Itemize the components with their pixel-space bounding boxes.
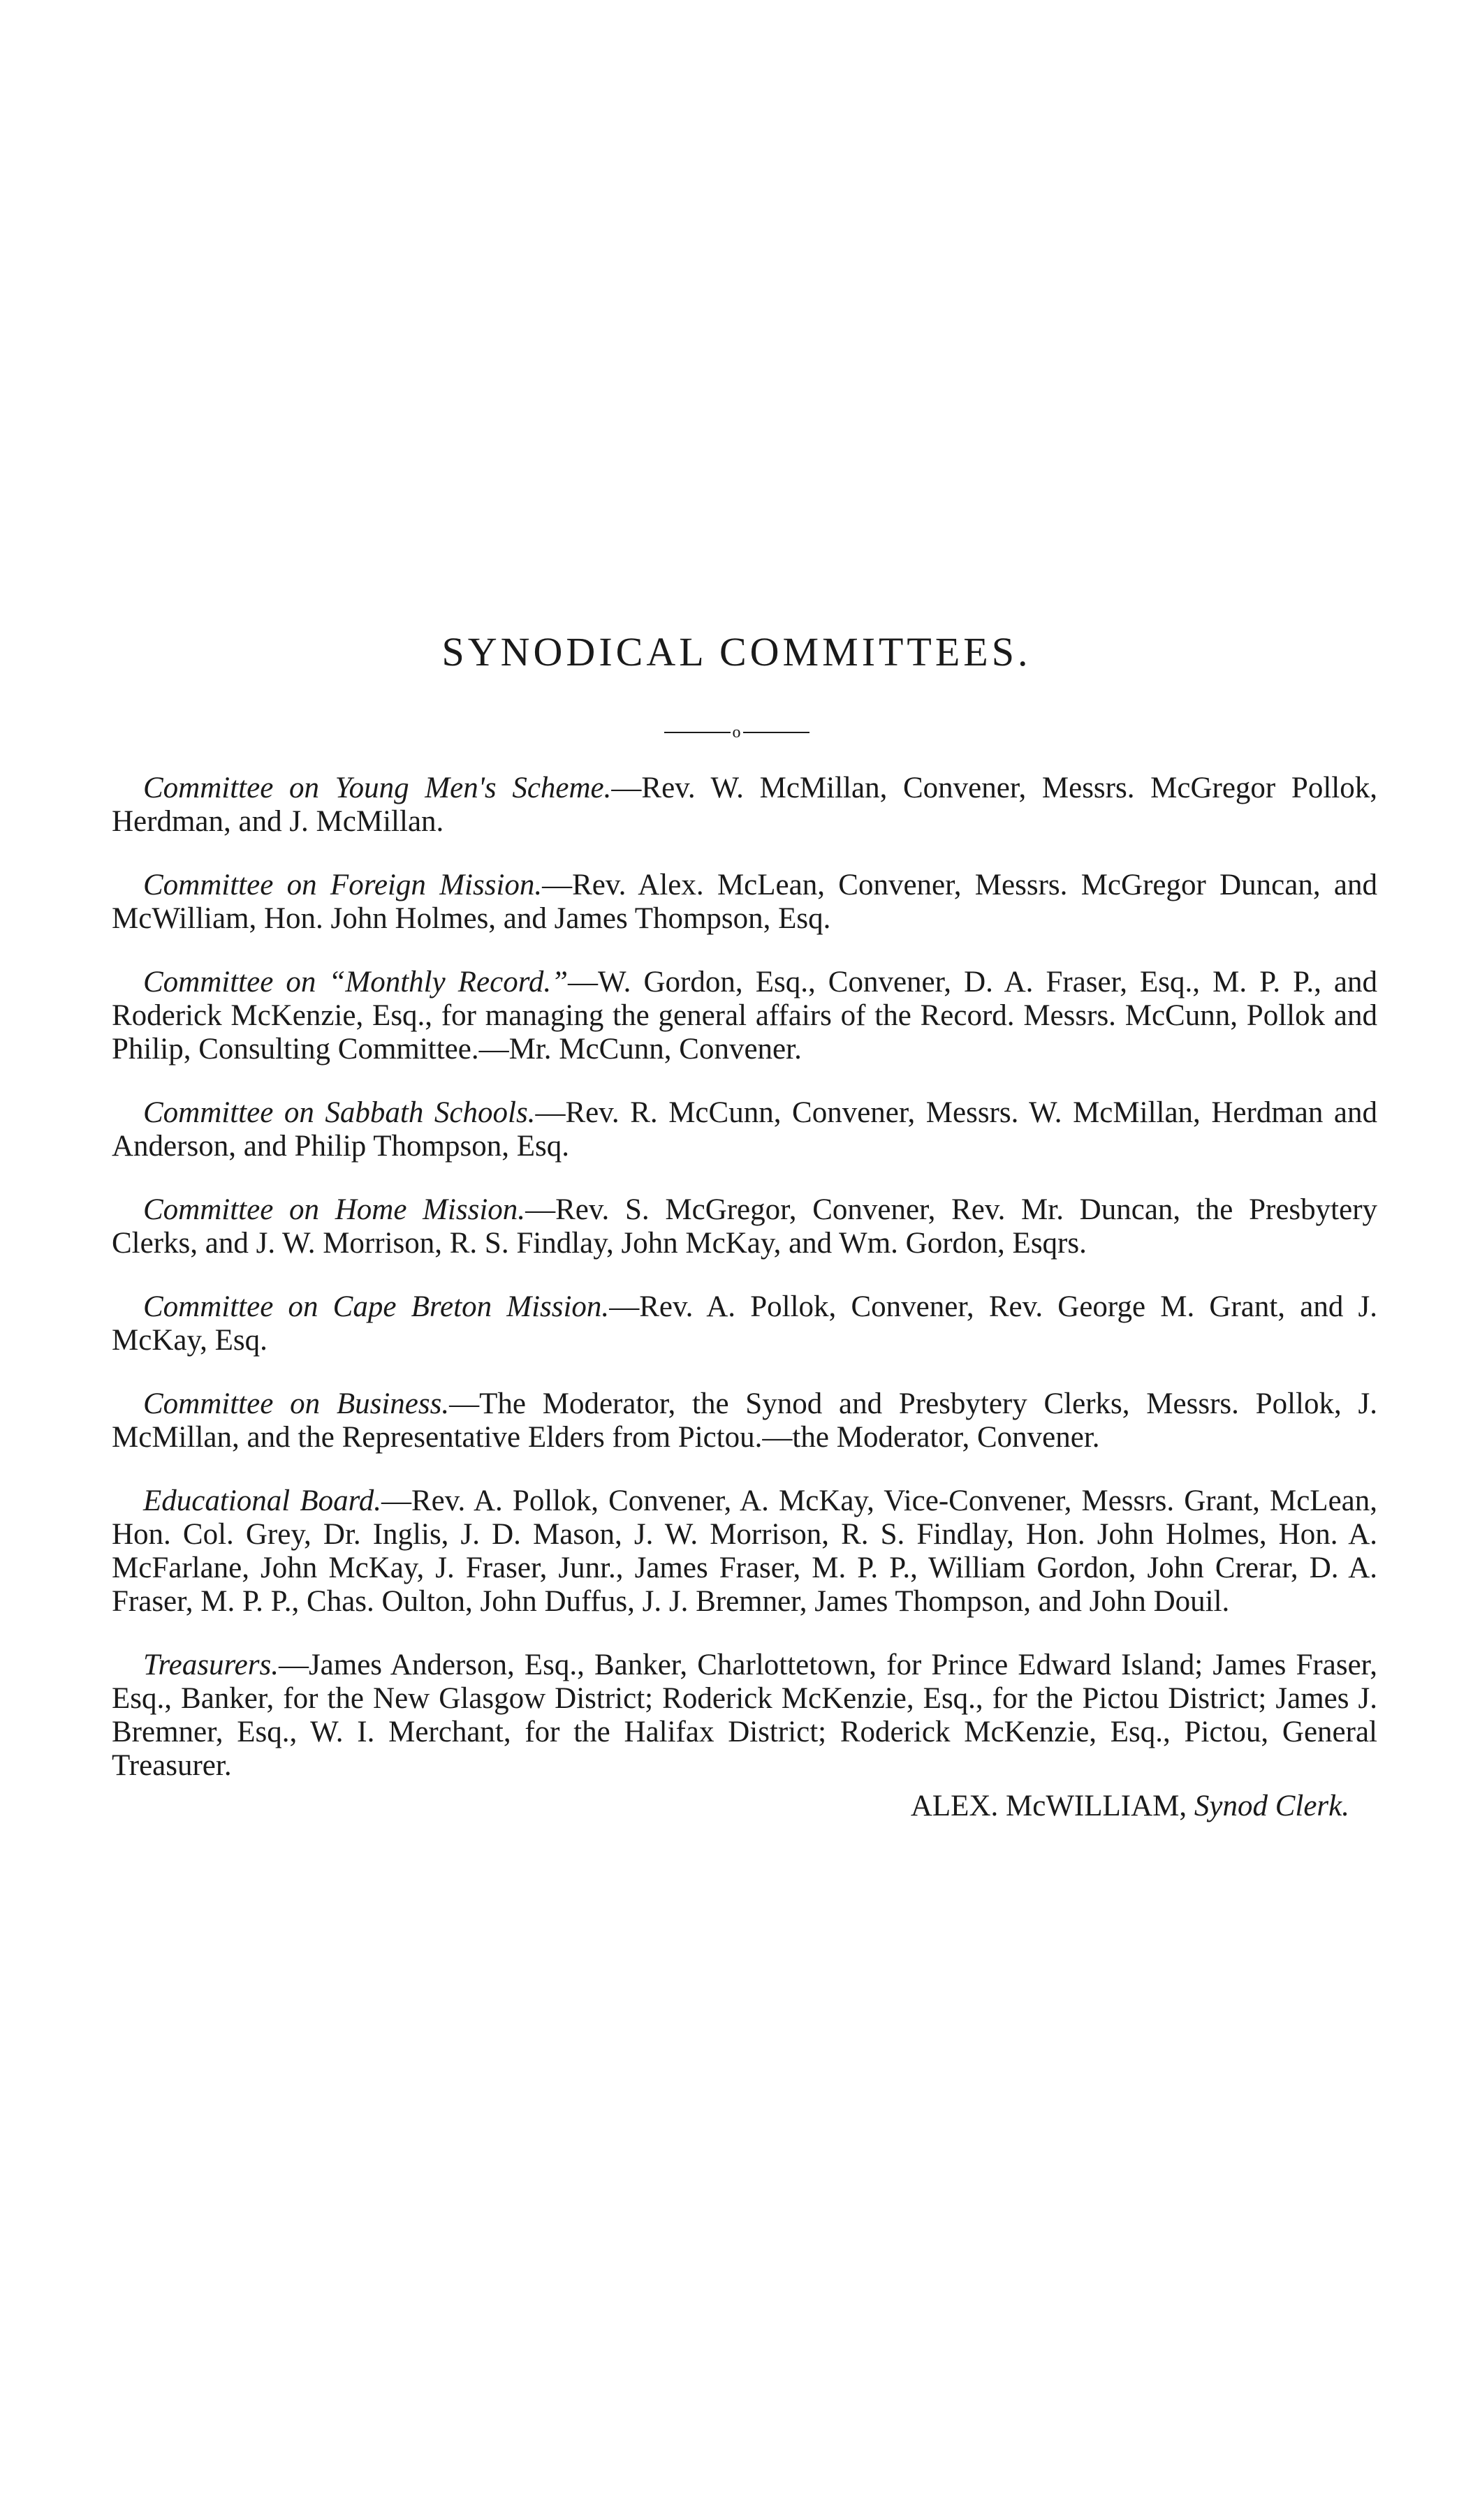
committee-heading: Treasurers. xyxy=(143,1649,279,1681)
committee-heading: Committee on Foreign Mission. xyxy=(143,869,543,901)
ornament-rule-left xyxy=(664,732,731,733)
committee-list xyxy=(112,772,1377,1823)
committee-heading: Committee on Business. xyxy=(143,1387,450,1420)
committee-heading: Committee on Sabbath Schools. xyxy=(143,1096,536,1129)
committee-heading: Educational Board. xyxy=(143,1484,381,1517)
committee-paragraph-monthly-record xyxy=(112,966,1377,1066)
committee-members: —Rev. Alex. McLean, Convener, Messrs. McGregor Duncan, and McWilliam, Hon. John Holmes, and James Thompson, Esq. xyxy=(112,869,1377,935)
committee-members: —James Anderson, Esq., Banker, Charlottetown, for Prince Edward Island; James Fraser, Esq., Banker, for the New Glasgow District; Roderick McKenzie, Esq., for the Pictou District; James J. Bremner, Esq., W. I. Merchant, for the Halifax District; Roderick McKenzie, Esq., Pictou, General Treasurer. xyxy=(112,1649,1377,1782)
committee-paragraph-foreign-mission xyxy=(112,869,1377,936)
committee-members: —The Moderator, the Synod and Presbytery Clerks, Messrs. Pollok, J. McMillan, and the Representative Elders from Pictou.—the Moderator, Convener. xyxy=(112,1387,1377,1454)
committee-heading: Committee on Home Mission. xyxy=(143,1193,526,1226)
committee-paragraph-treasurers xyxy=(112,1649,1377,1783)
committee-paragraph-home-mission xyxy=(112,1193,1377,1260)
committee-members: —Rev. W. McMillan, Convener, Messrs. McGregor Pollok, Herdman, and J. McMillan. xyxy=(112,772,1377,838)
title-ornament xyxy=(0,721,1473,742)
committee-heading: Committee on Young Men's Scheme. xyxy=(143,772,612,804)
committee-paragraph-educational-board xyxy=(112,1484,1377,1619)
signature-role: Synod Clerk. xyxy=(1194,1790,1349,1822)
committee-paragraph-sabbath-schools xyxy=(112,1096,1377,1163)
committee-heading: Committee on “Monthly Record.” xyxy=(143,966,569,999)
committee-heading: Committee on Cape Breton Mission. xyxy=(143,1290,610,1323)
committee-paragraph-young-mens-scheme xyxy=(112,772,1377,839)
committee-members: —Rev. R. McCunn, Convener, Messrs. W. McMillan, Herdman and Anderson, and Philip Thompson, Esq. xyxy=(112,1096,1377,1163)
committee-members: —W. Gordon, Esq., Convener, D. A. Fraser, Esq., M. P. P., and Roderick McKenzie, Esq., for managing the general affairs of the Record. Messrs. McCunn, Pollok and Philip, Consulting Committee.—Mr. McCunn, Convener. xyxy=(112,966,1377,1066)
committee-members: —Rev. A. Pollok, Convener, Rev. George M. Grant, and J. McKay, Esq. xyxy=(112,1290,1377,1357)
ornament-rule-right xyxy=(743,732,809,733)
committee-members: —Rev. S. McGregor, Convener, Rev. Mr. Duncan, the Presbytery Clerks, and J. W. Morrison, R. S. Findlay, John McKay, and Wm. Gordon, Esqrs. xyxy=(112,1193,1378,1260)
page-title: SYNODICAL COMMITTEES. xyxy=(441,629,1032,675)
committee-paragraph-cape-breton-mission xyxy=(112,1290,1377,1357)
committee-members: —Rev. A. Pollok, Convener, A. McKay, Vice-Convener, Messrs. Grant, McLean, Hon. Col. Grey, Dr. Inglis, J. D. Mason, J. W. Morrison, R. S. Findlay, Hon. John Holmes, Hon. A. McFarlane, John McKay, J. Fraser, Junr., James Fraser, M. P. P., William Gordon, John Crerar, D. A. Fraser, M. P. P., Chas. Oulton, John Duffus, J. J. Bremner, James Thompson, and John Douil. xyxy=(112,1484,1377,1618)
signature-line xyxy=(112,1790,1377,1823)
signature-name: ALEX. McWILLIAM, xyxy=(910,1790,1187,1822)
committee-paragraph-business xyxy=(112,1387,1377,1454)
ornament-circle: o xyxy=(732,723,741,742)
